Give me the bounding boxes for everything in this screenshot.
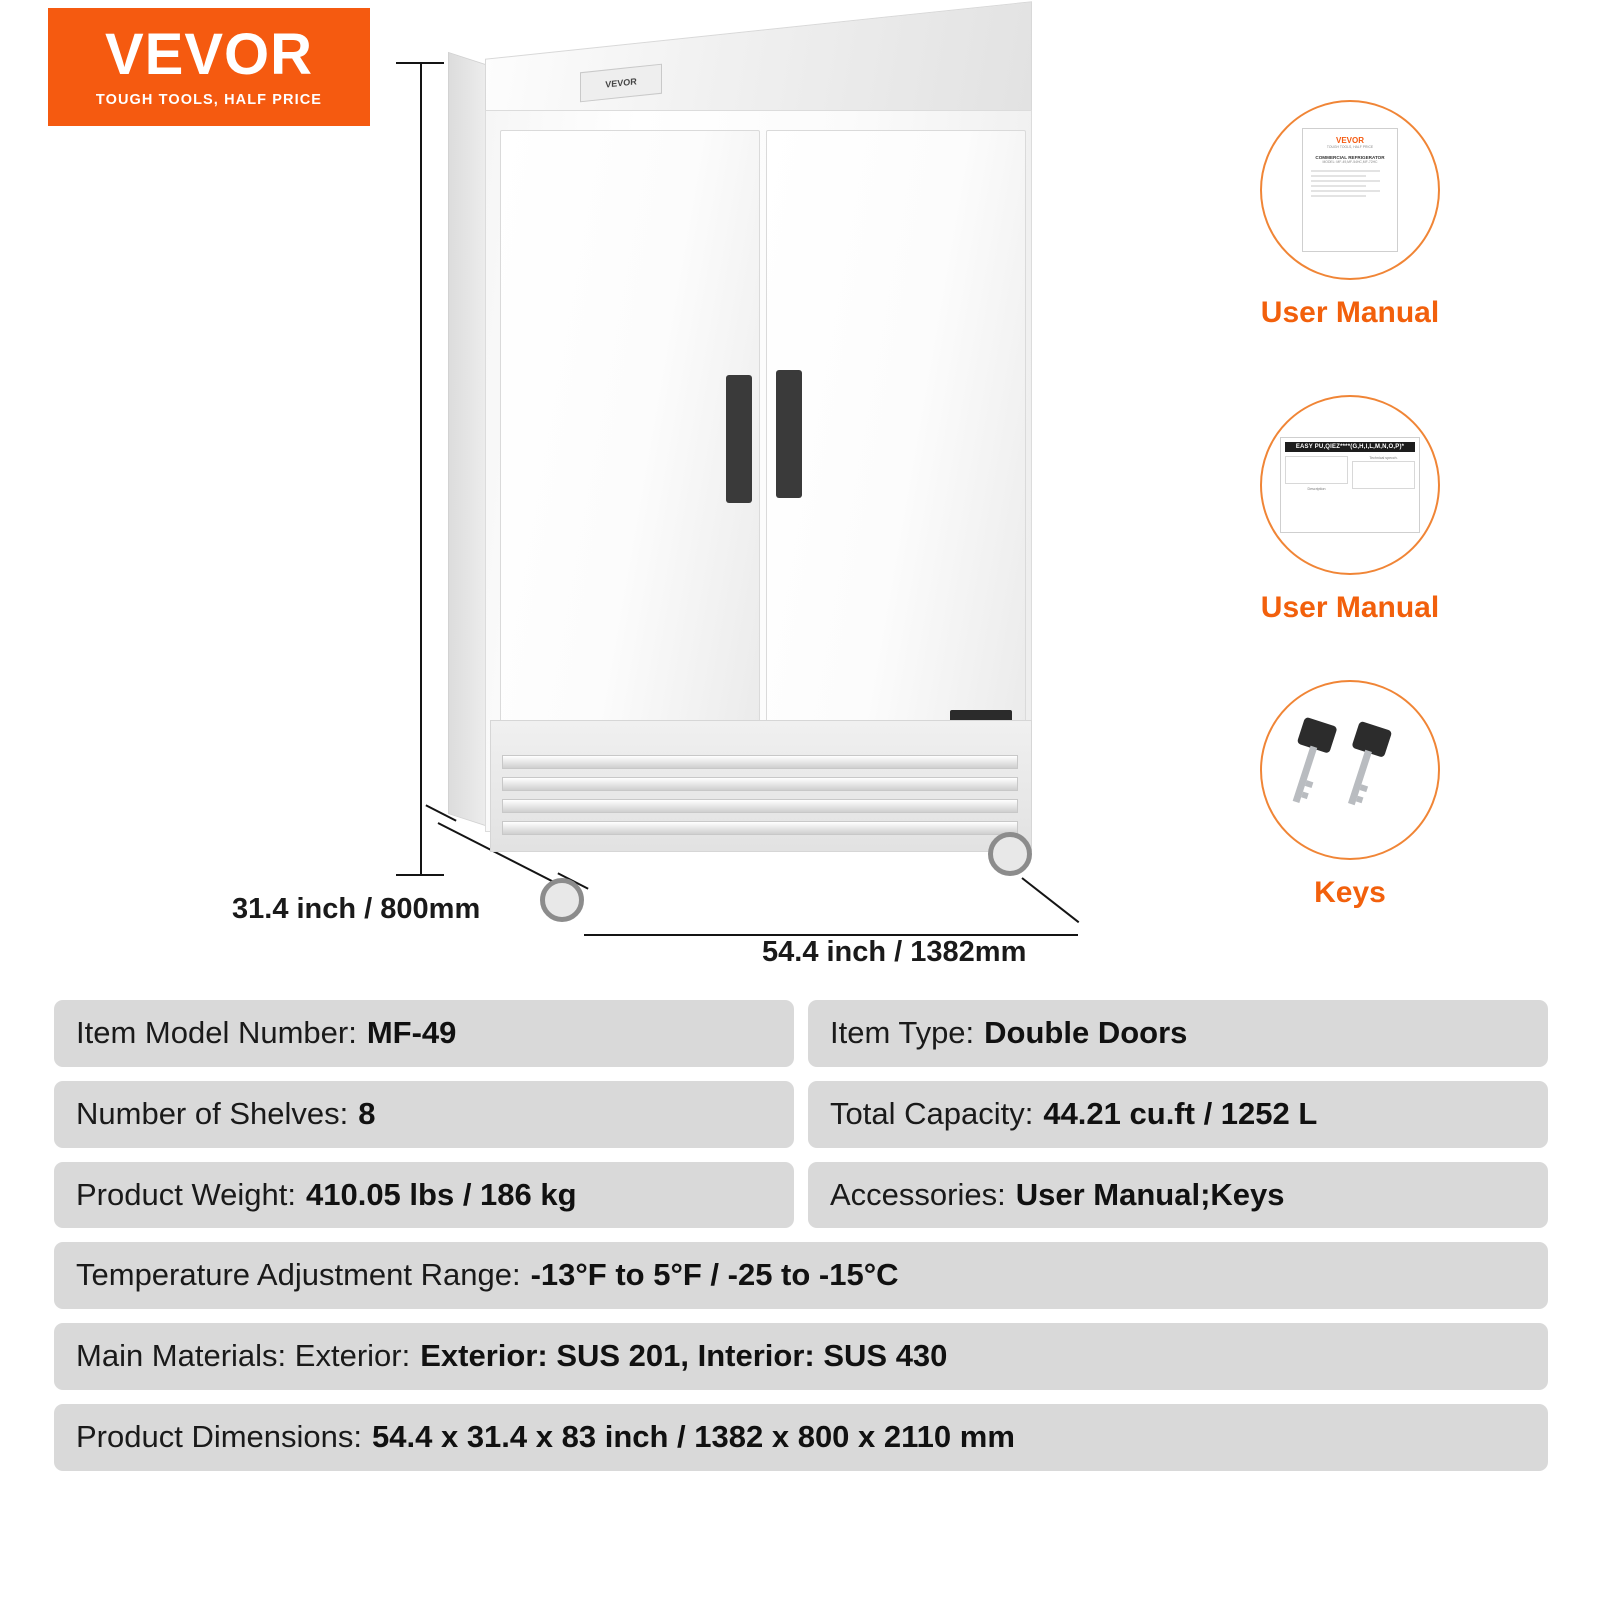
spec-row (54, 1242, 1548, 1309)
accessory-user-manual-booklet (1190, 100, 1510, 330)
keys-graphic (1275, 715, 1425, 825)
spec-main-materials (54, 1323, 1548, 1390)
manual-logo: VEVOR (1335, 136, 1364, 145)
spec-key: Product Weight: (76, 1176, 296, 1212)
product-brand-plate: VEVOR (580, 64, 662, 103)
spec-value: -13°F to 5°F / -25 to -15°C (530, 1257, 899, 1293)
sheet-figure (1285, 456, 1348, 484)
sheet-header: EASY PU,QIEZ****(G,H,I,L,M,N,O,P)* (1285, 442, 1415, 452)
brand-tagline: TOUGH TOOLS, HALF PRICE (95, 92, 323, 108)
caster-wheel-right (988, 832, 1032, 876)
spec-accessories (808, 1162, 1548, 1229)
manual-title: COMMERCIAL REFRIGERATOR (1315, 155, 1385, 160)
spec-temperature-range (54, 1242, 1548, 1309)
door-handle-left (726, 375, 752, 503)
spec-number-of-shelves (54, 1081, 794, 1148)
spec-product-weight (54, 1162, 794, 1229)
spec-value: 44.21 cu.ft / 1252 L (1043, 1095, 1318, 1131)
width-dimension-label: 54.4 inch / 1382mm (762, 936, 1027, 968)
spec-total-capacity (808, 1081, 1548, 1148)
brand-name: VEVOR (104, 22, 314, 87)
manual-sheet-icon (1260, 395, 1440, 575)
spec-value: 410.05 lbs / 186 kg (305, 1176, 577, 1212)
spec-key: Total Capacity: (830, 1095, 1034, 1131)
depth-dimension-label: 31.4 inch / 800mm (232, 893, 481, 925)
accessory-label: User Manual (1260, 591, 1440, 624)
product-illustration (430, 20, 1110, 950)
door-handle-right (776, 370, 802, 498)
sheet-spec-title: Technical specch. (1369, 456, 1398, 460)
spec-value: Exterior: SUS 201, Interior: SUS 430 (420, 1338, 948, 1373)
louver-vent-2 (502, 777, 1018, 791)
spec-key: Number of Shelves: (76, 1095, 349, 1131)
manual-sheet-graphic (1280, 437, 1420, 533)
accessory-label: Keys (1314, 876, 1386, 909)
louver-vent-1 (502, 755, 1018, 769)
keys-icon (1260, 680, 1440, 860)
manual-text-line (1311, 195, 1366, 197)
manual-text-line (1311, 170, 1380, 172)
manual-text-line (1311, 180, 1380, 182)
spec-row (54, 1162, 1548, 1229)
sheet-right-column (1352, 456, 1415, 492)
spec-row (54, 1323, 1548, 1390)
height-dimension-line (420, 62, 422, 874)
manual-text-line (1311, 190, 1380, 192)
spec-item-model-number (54, 1000, 794, 1067)
spec-key: Item Model Number: (76, 1015, 357, 1050)
spec-value: User Manual;Keys (1015, 1176, 1285, 1212)
specification-table (54, 1000, 1548, 1485)
vevor-logo (48, 8, 370, 126)
spec-row (54, 1000, 1548, 1067)
accessory-label: User Manual (1260, 296, 1440, 329)
manual-booklet-icon (1260, 100, 1440, 280)
manual-text-line (1311, 185, 1366, 187)
spec-value: 54.4 x 31.4 x 83 inch / 1382 x 800 x 2110 mm (372, 1418, 1015, 1454)
spec-key: Temperature Adjustment Range: (76, 1257, 521, 1293)
spec-product-dimensions (54, 1404, 1548, 1471)
spec-key: Main Materials: Exterior: (76, 1338, 411, 1373)
spec-row (54, 1404, 1548, 1471)
spec-value: 8 (358, 1095, 376, 1131)
caster-wheel-left (540, 878, 584, 922)
accessory-user-manual-sheet (1190, 395, 1510, 625)
spec-value: MF-49 (366, 1015, 457, 1050)
louver-vent-3 (502, 799, 1018, 813)
manual-page-graphic (1302, 128, 1398, 252)
sheet-spec-box (1352, 461, 1415, 489)
manual-subtitle: MODEL: MF-49,MF-54HC,MF-72HC (1322, 160, 1378, 164)
louver-vent-4 (502, 821, 1018, 835)
spec-value: Double Doors (984, 1015, 1188, 1050)
door-left (500, 130, 760, 722)
manual-text-line (1311, 175, 1366, 177)
spec-row (54, 1081, 1548, 1148)
sheet-column-title: Description (1307, 487, 1326, 491)
spec-key: Product Dimensions: (76, 1418, 363, 1454)
sheet-left-column (1285, 456, 1348, 492)
door-right (766, 130, 1026, 722)
accessory-keys (1190, 680, 1510, 910)
spec-key: Item Type: (830, 1015, 975, 1050)
manual-logo-sub: TOUGH TOOLS, HALF PRICE (1326, 145, 1374, 149)
spec-key: Accessories: (830, 1176, 1006, 1212)
spec-item-type (808, 1000, 1548, 1067)
